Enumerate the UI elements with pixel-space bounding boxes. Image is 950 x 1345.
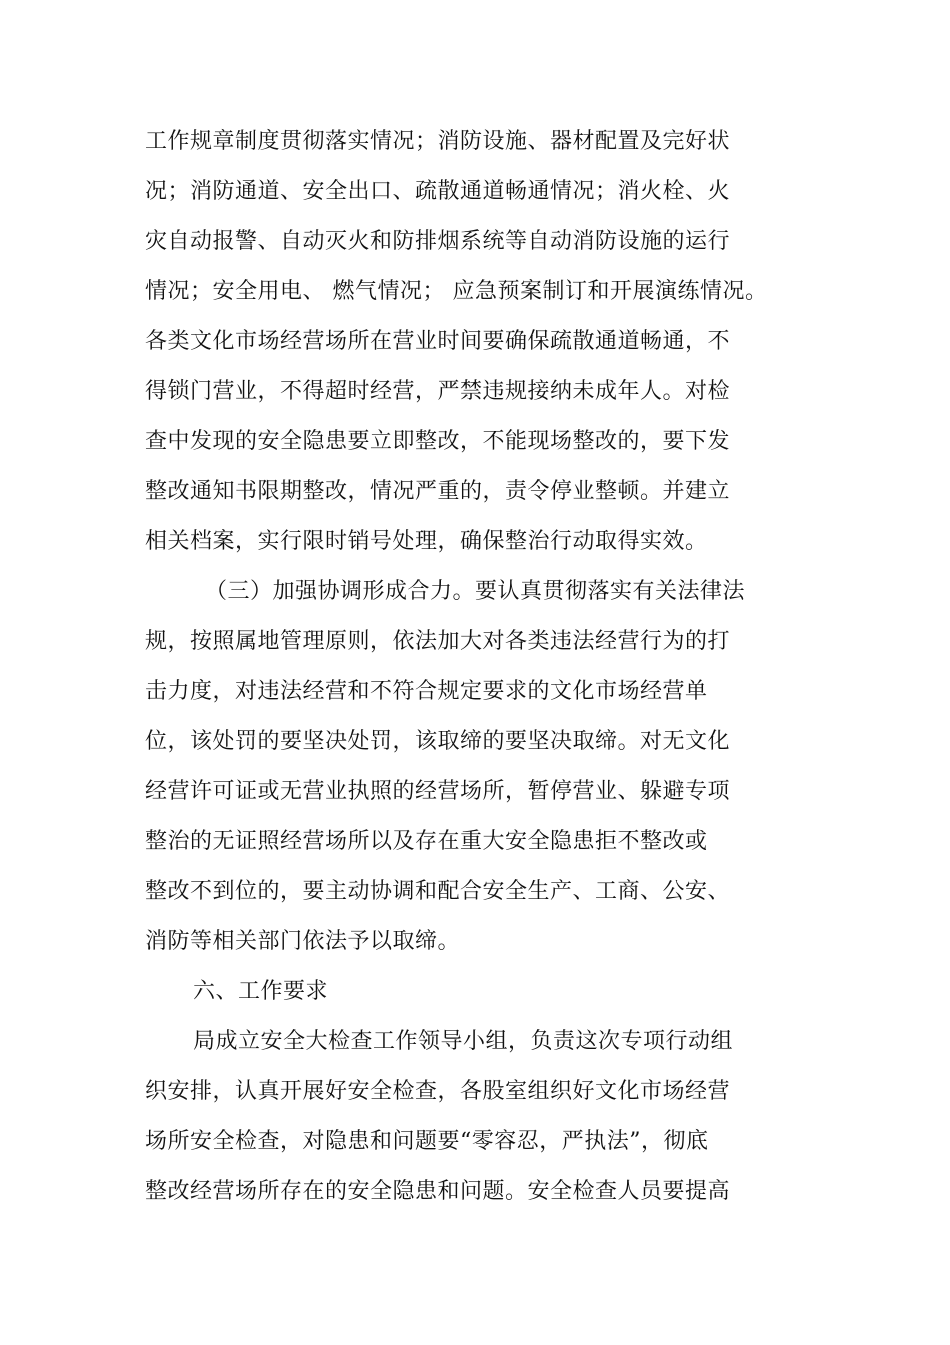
text-line: 情况；安全用电、 燃气情况； 应急预案制订和开展演练情况。	[145, 279, 768, 304]
text-line: 局成立安全大检查工作领导小组，负责这次专项行动组	[193, 1029, 734, 1054]
text-line: 得锁门营业，不得超时经营，严禁违规接纳未成年人。对检	[145, 379, 731, 404]
text-line: 各类文化市场经营场所在营业时间要确保疏散通道畅通，不	[145, 329, 731, 354]
text-line: 整改经营场所存在的安全隐患和问题。安全检查人员要提高	[145, 1179, 731, 1204]
text-line: 消防等相关部门依法予以取缔。	[145, 929, 461, 954]
text-line: 整改通知书限期整改，情况严重的，责令停业整顿。并建立	[145, 479, 731, 504]
text-line: 工作规章制度贯彻落实情况；消防设施、器材配置及完好状	[145, 129, 731, 154]
text-line: 织安排，认真开展好安全检查，各股室组织好文化市场经营	[145, 1079, 731, 1104]
text-line: 击力度，对违法经营和不符合规定要求的文化市场经营单	[145, 679, 708, 704]
section-heading-line: （三）加强协调形成合力。要认真贯彻落实有关法律法	[205, 579, 746, 604]
text-line: 相关档案，实行限时销号处理，确保整治行动取得实效。	[145, 529, 708, 554]
text-line: 规，按照属地管理原则，依法加大对各类违法经营行为的打	[145, 629, 731, 654]
text-line: 经营许可证或无营业执照的经营场所，暂停营业、躲避专项	[145, 779, 731, 804]
text-line: 整治的无证照经营场所以及存在重大安全隐患拒不整改或	[145, 829, 708, 854]
text-line: 查中发现的安全隐患要立即整改，不能现场整改的，要下发	[145, 429, 731, 454]
text-line: 灾自动报警、自动灭火和防排烟系统等自动消防设施的运行	[145, 229, 731, 254]
text-line: 场所安全检查，对隐患和问题要“零容忍，严执法”，彻底	[145, 1129, 709, 1154]
text-line: 况；消防通道、安全出口、疏散通道畅通情况；消火栓、火	[145, 179, 731, 204]
text-line: 整改不到位的，要主动协调和配合安全生产、工商、公安、	[145, 879, 731, 904]
text-line: 位，该处罚的要坚决处罚，该取缔的要坚决取缔。对无文化	[145, 729, 731, 754]
section-heading: 六、工作要求	[193, 979, 329, 1004]
